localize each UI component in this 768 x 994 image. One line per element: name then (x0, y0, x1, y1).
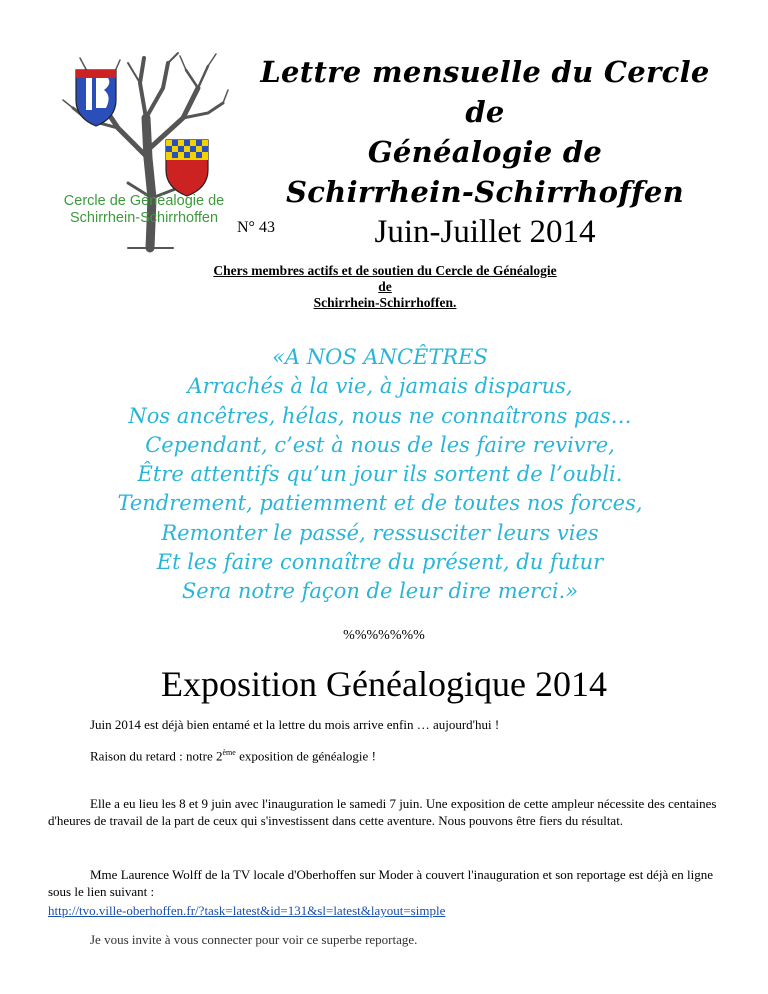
greeting (120, 263, 650, 311)
greeting-line2: de (378, 279, 392, 294)
logo-caption-line2: Schirrhein-Schirrhoffen (69, 210, 219, 226)
greeting-line3: Schirrhein-Schirrhoffen. (313, 295, 457, 310)
poem-line: Remonter le passé, ressusciter leurs vies (161, 520, 599, 545)
paragraph-1: Juin 2014 est déjà bien entamé et la lettre du mois arrive enfin … aujourd'hui ! (90, 717, 500, 732)
newsletter-title (250, 52, 720, 252)
title-line-1: Lettre mensuelle du Cercle de (260, 55, 710, 129)
poem (90, 343, 670, 607)
title-line-3: Schirrhein-Schirrhoffen (285, 175, 684, 209)
poem-line: Sera notre façon de leur dire merci.» (181, 579, 579, 604)
logo-caption-line1: Cercle de Généalogie de (63, 193, 225, 209)
newsletter-date: Juin-Juillet 2014 (374, 214, 596, 250)
shield-checkered-icon (166, 140, 208, 196)
poem-line: Être attentifs qu’un jour ils sortent de l’oubli. (137, 462, 623, 487)
poem-line: Nos ancêtres, hélas, nous ne connaîtrons pas… (128, 403, 632, 428)
ordinal-suffix: ème (222, 748, 236, 757)
poem-line: Tendrement, patiemment et de toutes nos forces, (117, 491, 643, 516)
separator: %%%%%%% (343, 628, 425, 643)
paragraph-2 (48, 744, 728, 764)
logo-caption (58, 193, 230, 227)
paragraph-3: Elle a eu lieu les 8 et 9 juin avec l'inauguration le samedi 7 juin. Une exposition de cette ampleur nécessite des centaines d'heures de travail de la part de ceux qui s'investissent dans cette aventure. Nous pouvons être fiers du résultat. (48, 796, 717, 828)
poem-line: Arrachés à la vie, à jamais disparus, (187, 374, 573, 399)
paragraph-4: Mme Laurence Wolff de la TV locale d'Oberhoffen sur Moder à couvert l'inauguration et son reportage est déjà en ligne sous le lien suivant : (48, 867, 713, 899)
paragraph-2-end: exposition de généalogie ! (235, 748, 376, 764)
paragraph-2-start: Raison du retard : notre 2 (90, 748, 223, 764)
poem-line: Et les faire connaître du présent, du futur (156, 550, 604, 575)
section-title: Exposition Généalogique 2014 (161, 664, 607, 704)
paragraph-5: Je vous invite à vous connecter pour voir ce superbe reportage. (90, 932, 418, 947)
reportage-link[interactable]: http://tvo.ville-oberhoffen.fr/?task=latest&id=131&sl=latest&layout=simple (48, 903, 446, 918)
greeting-line1: Chers membres actifs et de soutien du Cercle de Généalogie (213, 263, 557, 278)
poem-line: «A NOS ANCÊTRES (272, 345, 488, 369)
shield-blue-icon (76, 70, 116, 126)
issue-number: N° 43 (237, 219, 275, 236)
poem-line: Cependant, c’est à nous de les faire revivre, (145, 432, 615, 457)
title-line-2: Généalogie de (367, 135, 603, 169)
